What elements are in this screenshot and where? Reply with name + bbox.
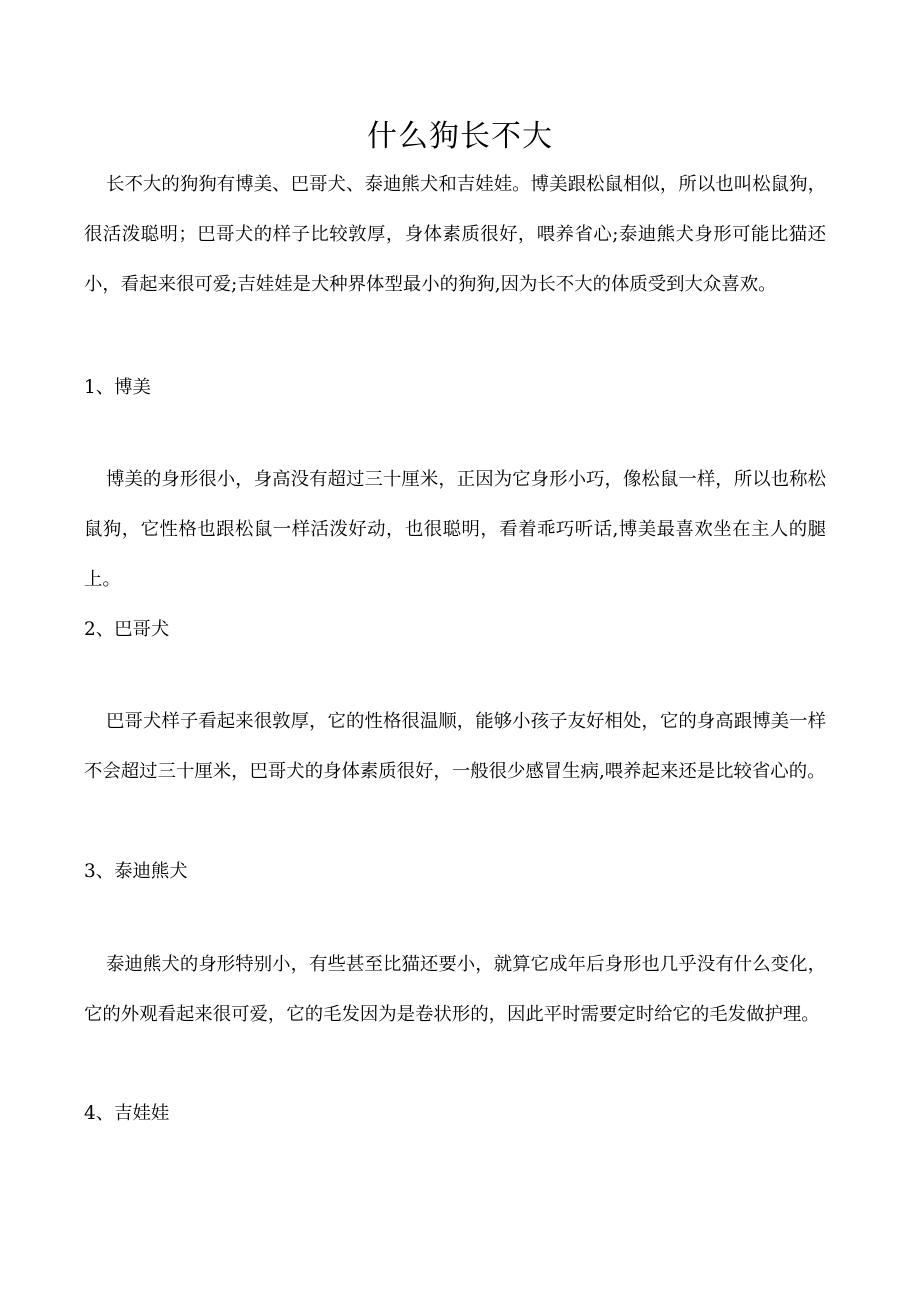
intro-paragraph: 长不大的狗狗有博美、巴哥犬、泰迪熊犬和吉娃娃。博美跟松鼠相似，所以也叫松鼠狗，很活泼聪明；巴哥犬的样子比较敦厚，身体素质很好，喂养省心;泰迪熊犬身形可能比猫还小，看起来很可爱;吉娃娃是犬种界体型最小的狗狗,因为长不大的体质受到大众喜欢。 [84, 174, 826, 295]
page-title: 什么狗长不大 [367, 119, 553, 154]
section-heading-2: 2、巴哥犬 [84, 619, 170, 640]
section-heading-3: 3、泰迪熊犬 [84, 861, 188, 882]
section-body-1: 博美的身形很小，身高没有超过三十厘米，正因为它身形小巧，像松鼠一样，所以也称松鼠狗，它性格也跟松鼠一样活泼好动，也很聪明，看着乖巧听话,博美最喜欢坐在主人的腿上。 [84, 469, 826, 590]
section-heading-1: 1、博美 [84, 377, 151, 398]
section-body-2: 巴哥犬样子看起来很敦厚，它的性格很温顺，能够小孩子友好相处，它的身高跟博美一样不会超过三十厘米，巴哥犬的身体素质很好，一般很少感冒生病,喂养起来还是比较省心的。 [84, 711, 826, 782]
section-heading-4: 4、吉娃娃 [84, 1103, 170, 1124]
section-body-3: 泰迪熊犬的身形特别小，有些甚至比猫还要小，就算它成年后身形也几乎没有什么变化，它的外观看起来很可爱，它的毛发因为是卷状形的，因此平时需要定时给它的毛发做护理。 [84, 954, 826, 1025]
